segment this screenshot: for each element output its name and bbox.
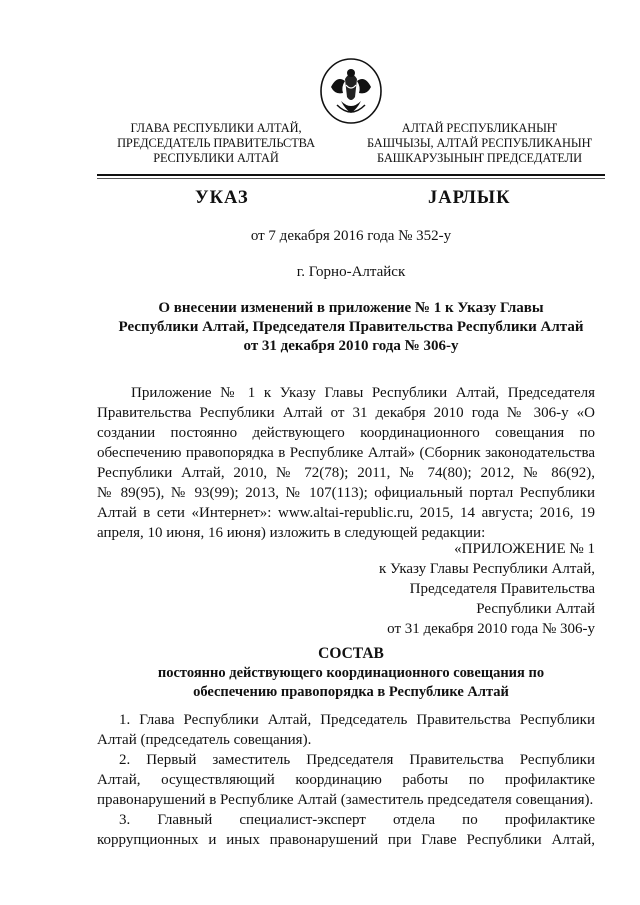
paragraph-line: Правительства Республики Алтай от 31 декабря 2010 года № 306-у «О [97, 405, 595, 421]
member-line: 3. Главный специалист-эксперт отдела по профилактике [119, 812, 595, 828]
intro-paragraph [97, 383, 595, 543]
member-item [97, 710, 595, 750]
member-line: 1. Глава Республики Алтай, Председатель Правительства Республики [119, 712, 595, 728]
header-right-block [352, 121, 607, 166]
header-left-line: ГЛАВА РЕСПУБЛИКИ АЛТАЙ, [130, 121, 302, 135]
composition-subtitle-line: постоянно действующего координационного совещания по [157, 665, 545, 681]
member-line: Алтай, осуществляющий координацию работы по профилактике [97, 772, 595, 788]
appendix-line: «ПРИЛОЖЕНИЕ № 1 [454, 541, 595, 557]
composition-title: СОСТАВ [318, 645, 384, 662]
header-right-line: БАШКАРУЗЫНЫҤ ПРЕДСЕДАТЕЛИ [376, 151, 583, 165]
paragraph-line: Приложение № 1 к Указу Главы Республики Алтай, Председателя [131, 385, 595, 401]
header-left-block [112, 121, 320, 166]
paragraph-line: Алтай в сети «Интернет»: www.altai-republic.ru, 2015, 14 августа; 2016, 19 [97, 505, 595, 521]
subject-line: от 31 декабря 2010 года № 306-у [243, 338, 459, 354]
member-item [97, 810, 595, 850]
paragraph-line: апреля, 10 июня, 16 июня) изложить в следующей редакции: [97, 525, 486, 541]
member-line: правонарушений в Республике Алтай (заместитель председателя совещания). [97, 792, 594, 808]
member-line: коррупционных и иных правонарушений при Главе Республики Алтай, [97, 832, 595, 848]
decree-city: г. Горно-Алтайск [296, 264, 406, 280]
header-right-line: БАШЧЫЗЫ, АЛТАЙ РЕСПУБЛИКАНЫҤ [366, 136, 593, 150]
paragraph-line: обеспечению правопорядка в Республике Алтай» (Сборник законодательства [97, 445, 595, 461]
coat-of-arms-icon [319, 57, 383, 125]
header-right-line: АЛТАЙ РЕСПУБЛИКАНЫҤ [401, 121, 558, 135]
composition-subtitle-line: обеспечению правопорядка в Республике Алтай [193, 684, 509, 700]
member-line: 2. Первый заместитель Председателя Правительства Республики [119, 752, 595, 768]
decree-title-ru: УКАЗ [195, 188, 249, 208]
paragraph-line: № 89(95), № 93(99); 2013, № 107(113); официальный портал Республики [97, 485, 595, 501]
member-item [97, 750, 595, 810]
header-left-line: ПРЕДСЕДАТЕЛЬ ПРАВИТЕЛЬСТВА [117, 136, 315, 150]
header-divider [97, 174, 605, 176]
appendix-line: Республики Алтай [476, 601, 595, 617]
decree-date: от 7 декабря 2016 года № 352-у [250, 228, 452, 244]
appendix-line: Председателя Правительства [409, 581, 595, 597]
appendix-line: к Указу Главы Республики Алтай, [378, 561, 595, 577]
member-line: Алтай (председатель совещания). [97, 732, 312, 748]
header-left-line: РЕСПУБЛИКИ АЛТАЙ [153, 151, 279, 165]
subject-line: Республики Алтай, Председателя Правительства Республики Алтай [118, 319, 584, 335]
paragraph-line: Республики Алтай, 2010, № 72(78); 2011, № 74(80); 2012, № 86(92), [97, 465, 595, 481]
subject-line: О внесении изменений в приложение № 1 к Указу Главы [158, 300, 544, 316]
header-divider-thin [97, 178, 605, 179]
decree-title-alt: JАРЛЫК [428, 188, 511, 208]
paragraph-line: создании постоянно действующего координационного совещания по [97, 425, 595, 441]
appendix-reference [330, 539, 595, 639]
appendix-line: от 31 декабря 2010 года № 306-у [387, 621, 595, 637]
